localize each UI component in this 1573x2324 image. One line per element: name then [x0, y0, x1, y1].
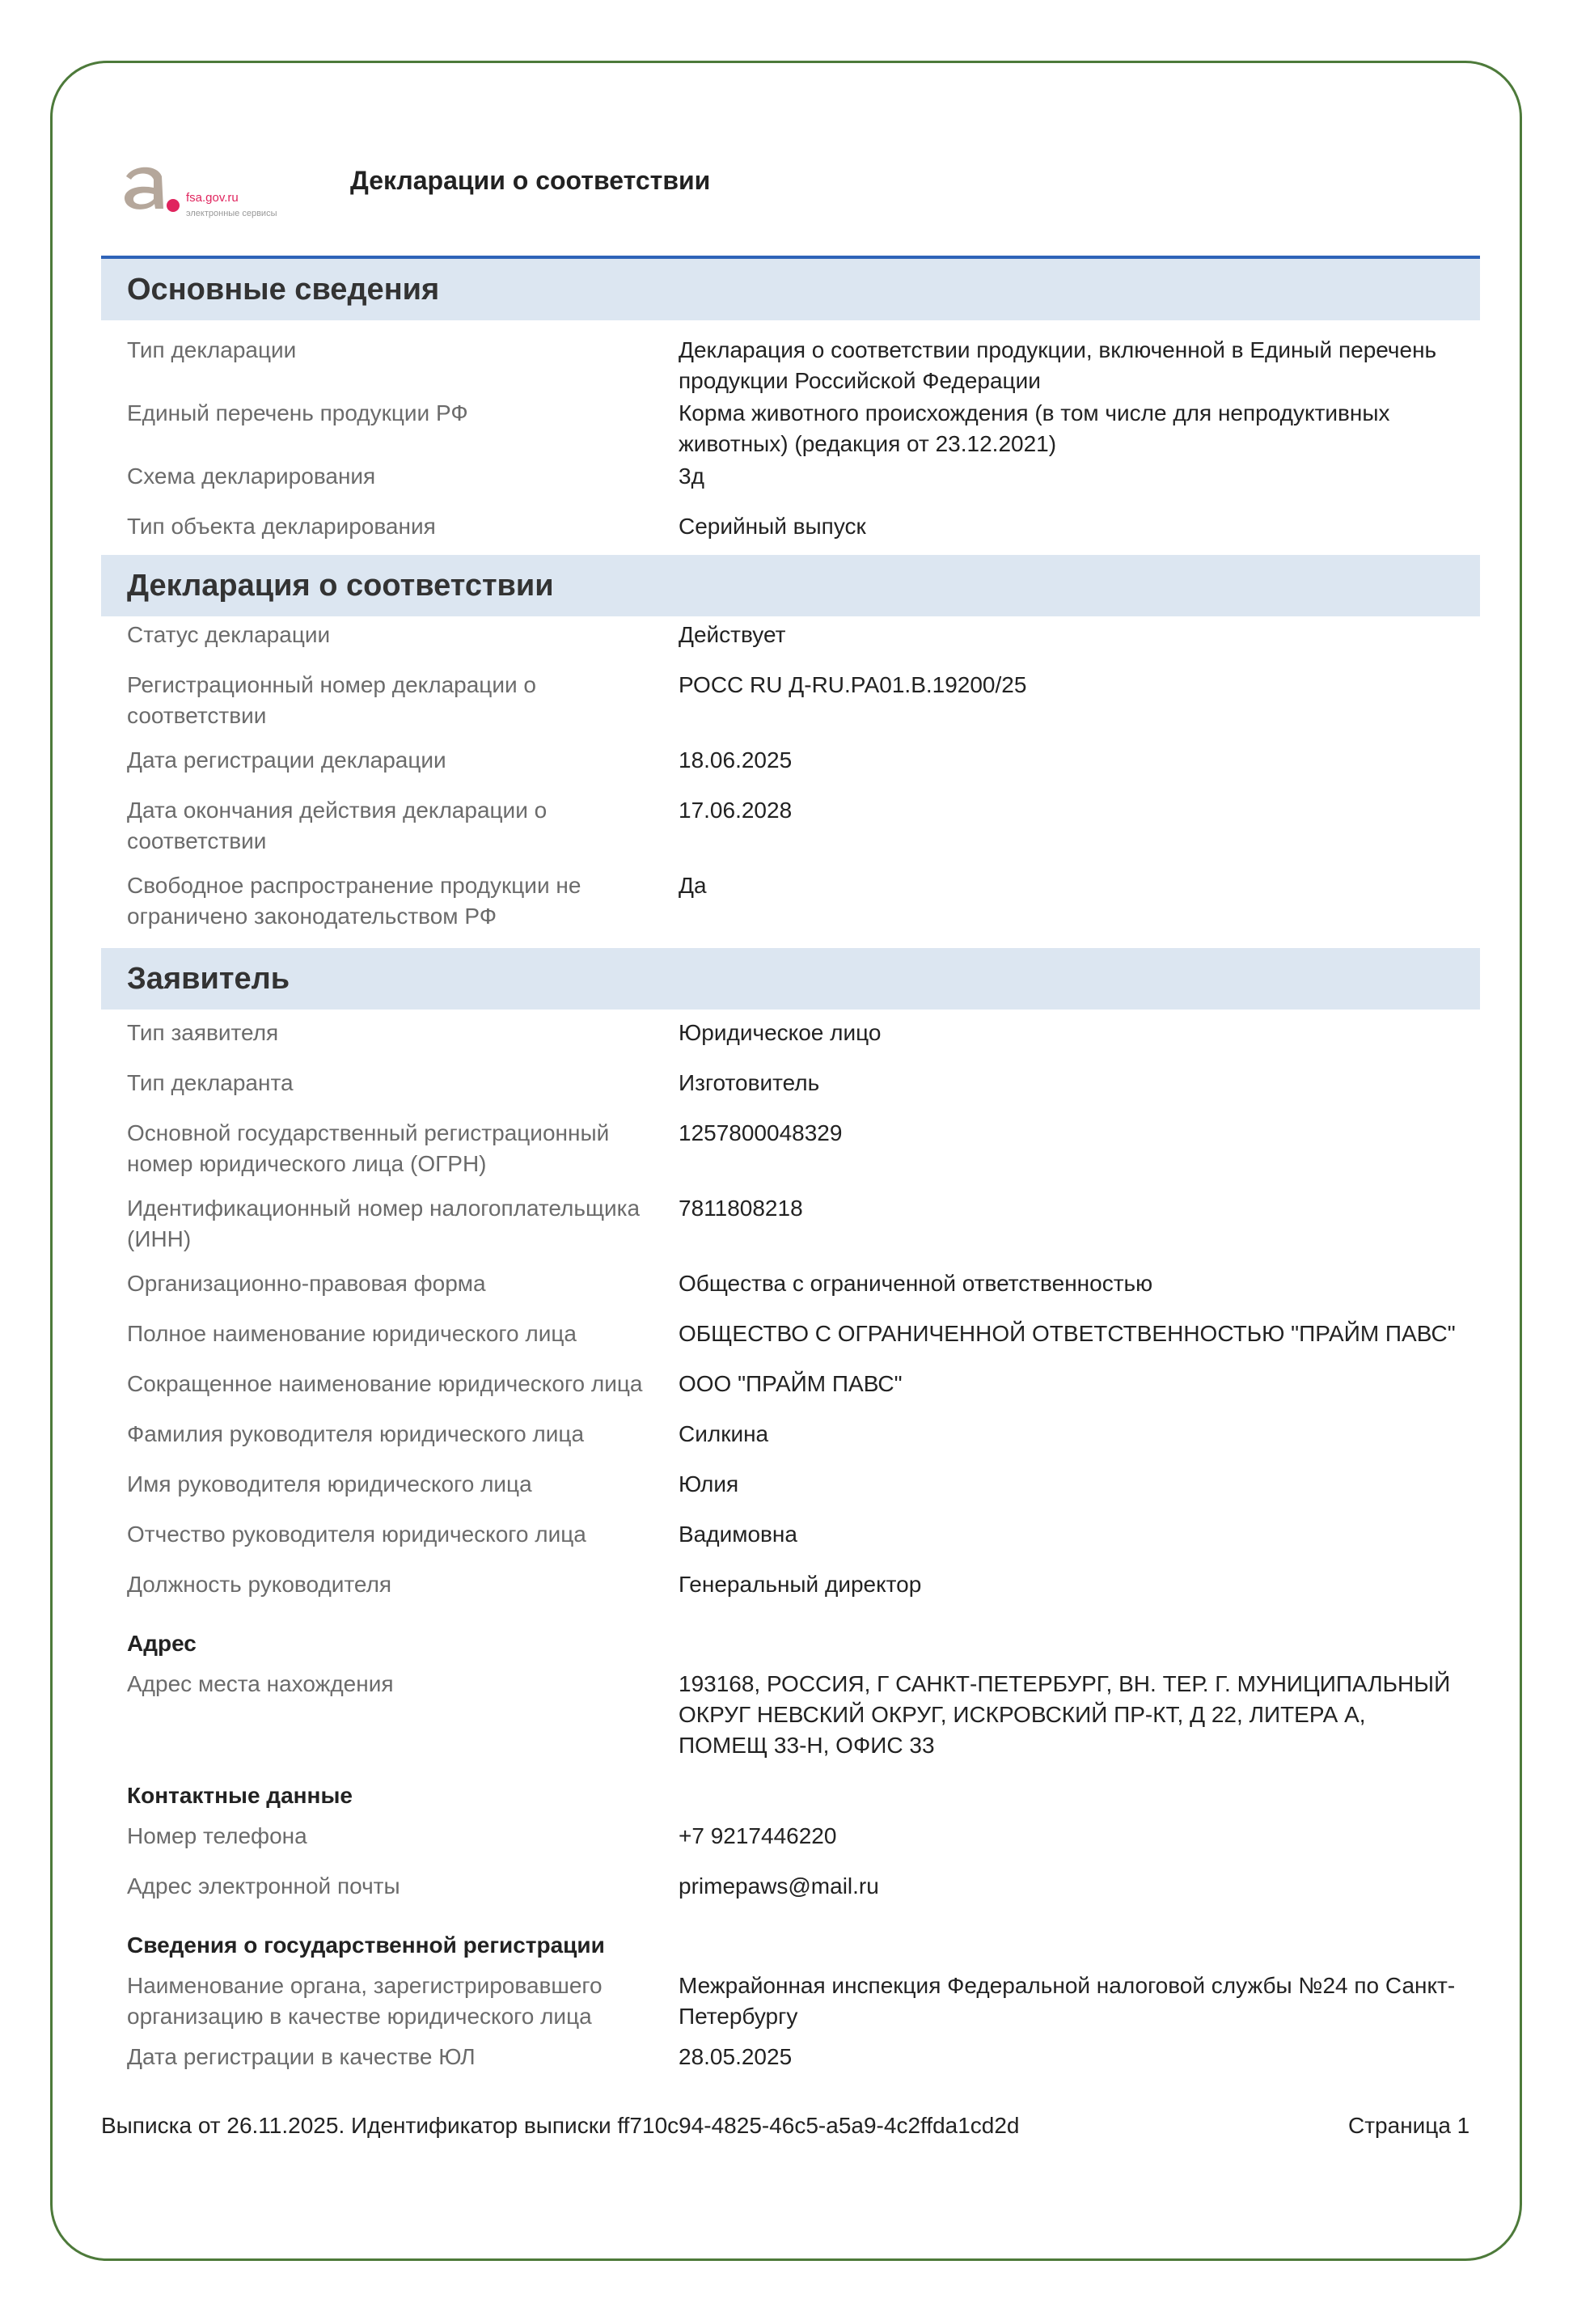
document-body [101, 259, 1480, 2072]
field-row [101, 335, 1480, 396]
field-row [101, 1268, 1480, 1299]
field-value: 7811808218 [679, 1196, 803, 1221]
field-label: Схема декларирования [127, 464, 376, 489]
field-label: Тип объекта декларирования [127, 514, 436, 539]
field-value: Межрайонная инспекция Федеральной налоговой службы №24 по Санкт-Петербургу [679, 1973, 1456, 2029]
field-value: 17.06.2028 [679, 798, 793, 823]
svg-text:электронные сервисы: электронные сервисы [186, 209, 277, 218]
field-value: Вадимовна [679, 1522, 797, 1547]
fsa-logo-icon [121, 162, 299, 226]
field-row [101, 1519, 1480, 1550]
field-label: Единый перечень продукции РФ [127, 400, 468, 425]
field-row [101, 1118, 1480, 1179]
field-row [101, 1068, 1480, 1099]
field-value: +7 9217446220 [679, 1823, 837, 1848]
field-value: 1257800048329 [679, 1120, 843, 1145]
field-row [101, 1469, 1480, 1500]
field-row [101, 670, 1480, 731]
field-value: Корма животного происхождения (в том числе для непродуктивных животных) (редакция от 23.12.2021) [679, 400, 1390, 456]
field-label: Основной государственный регистрационный номер юридического лица (ОГРН) [127, 1120, 610, 1176]
field-value: primepaws@mail.ru [679, 1873, 879, 1899]
field-row [101, 870, 1480, 932]
field-label: Фамилия руководителя юридического лица [127, 1421, 585, 1446]
field-value: 3д [679, 464, 704, 489]
field-label: Дата окончания действия декларации о соответствии [127, 798, 548, 853]
field-label: Сокращенное наименование юридического лица [127, 1371, 643, 1396]
field-label: Тип декларации [127, 337, 297, 362]
field-row [101, 1018, 1480, 1048]
field-label: Адрес места нахождения [127, 1671, 394, 1696]
section-header-declaration: Декларация о соответствии [101, 555, 1480, 616]
field-label: Свободное распространение продукции не ограничено законодательством РФ [127, 873, 581, 929]
field-value: ОБЩЕСТВО С ОГРАНИЧЕННОЙ ОТВЕТСТВЕННОСТЬЮ "ПРАЙМ ПАВС" [679, 1321, 1456, 1346]
field-row [101, 1319, 1480, 1349]
field-value: 28.05.2025 [679, 2044, 793, 2069]
field-label: Статус декларации [127, 622, 331, 647]
field-label: Организационно-правовая форма [127, 1271, 486, 1296]
field-row [101, 1871, 1480, 1902]
field-value: Действует [679, 622, 786, 647]
extract-info: Выписка от 26.11.2025. Идентификатор выписки ff710c94-4825-46c5-a5a9-4c2ffda1cd2d [101, 2113, 1020, 2138]
field-value: РОСС RU Д-RU.РА01.В.19200/25 [679, 672, 1027, 697]
field-row [101, 2042, 1480, 2072]
field-label: Номер телефона [127, 1823, 307, 1848]
subsection-title-address: Адрес [127, 1631, 197, 1656]
field-label: Адрес электронной почты [127, 1873, 400, 1899]
field-value: ООО "ПРАЙМ ПАВС" [679, 1371, 903, 1396]
field-row [101, 1369, 1480, 1399]
field-row [101, 1419, 1480, 1450]
field-value: 193168, РОССИЯ, Г САНКТ-ПЕТЕРБУРГ, ВН. ТЕР. Г. МУНИЦИПАЛЬНЫЙ ОКРУГ НЕВСКИЙ ОКРУГ, ИСКРОВСКИЙ ПР-КТ, Д 22, ЛИТЕРА А, ПОМЕЩ 33-Н, ОФИС 33 [679, 1671, 1451, 1758]
field-row [101, 1821, 1480, 1852]
field-value: Серийный выпуск [679, 514, 866, 539]
document-title: Декларации о соответствии [350, 166, 711, 195]
field-label: Должность руководителя [127, 1572, 392, 1597]
field-row [101, 1971, 1480, 2032]
field-row [101, 1669, 1480, 1761]
section-header-applicant: Заявитель [101, 948, 1480, 1010]
field-value: Да [679, 873, 707, 898]
field-value: 18.06.2025 [679, 747, 793, 773]
fsa-logo [121, 162, 299, 226]
field-label: Тип заявителя [127, 1020, 279, 1045]
field-label: Наименование органа, зарегистрировавшего организацию в качестве юридического лица [127, 1973, 603, 2029]
field-value: Изготовитель [679, 1070, 820, 1095]
field-label: Дата регистрации декларации [127, 747, 446, 773]
field-value: Юлия [679, 1471, 739, 1496]
field-label: Идентификационный номер налогоплательщика (ИНН) [127, 1196, 641, 1251]
page-number: Страница 1 [1348, 2113, 1470, 2138]
field-value: Декларация о соответствии продукции, включенной в Единый перечень продукции Российской Федерации [679, 337, 1437, 393]
field-label: Дата регистрации в качестве ЮЛ [127, 2044, 476, 2069]
field-row [101, 795, 1480, 857]
field-label: Имя руководителя юридического лица [127, 1471, 532, 1496]
field-row [101, 461, 1480, 492]
field-label: Тип декларанта [127, 1070, 294, 1095]
field-row [101, 511, 1480, 542]
field-row [101, 398, 1480, 459]
field-label: Полное наименование юридического лица [127, 1321, 577, 1346]
field-row [101, 745, 1480, 776]
field-value: Силкина [679, 1421, 769, 1446]
field-label: Регистрационный номер декларации о соответствии [127, 672, 536, 728]
field-value: Общества с ограниченной ответственностью [679, 1271, 1153, 1296]
field-row [101, 1569, 1480, 1600]
svg-text:fsa.gov.ru: fsa.gov.ru [186, 191, 239, 205]
subsection-title-contacts: Контактные данные [127, 1783, 353, 1808]
field-row [101, 620, 1480, 650]
field-label: Отчество руководителя юридического лица [127, 1522, 586, 1547]
section-header-basic: Основные сведения [101, 259, 1480, 320]
field-value: Генеральный директор [679, 1572, 922, 1597]
field-value: Юридическое лицо [679, 1020, 882, 1045]
field-row [101, 1193, 1480, 1255]
subsection-title-registration: Сведения о государственной регистрации [127, 1932, 605, 1958]
